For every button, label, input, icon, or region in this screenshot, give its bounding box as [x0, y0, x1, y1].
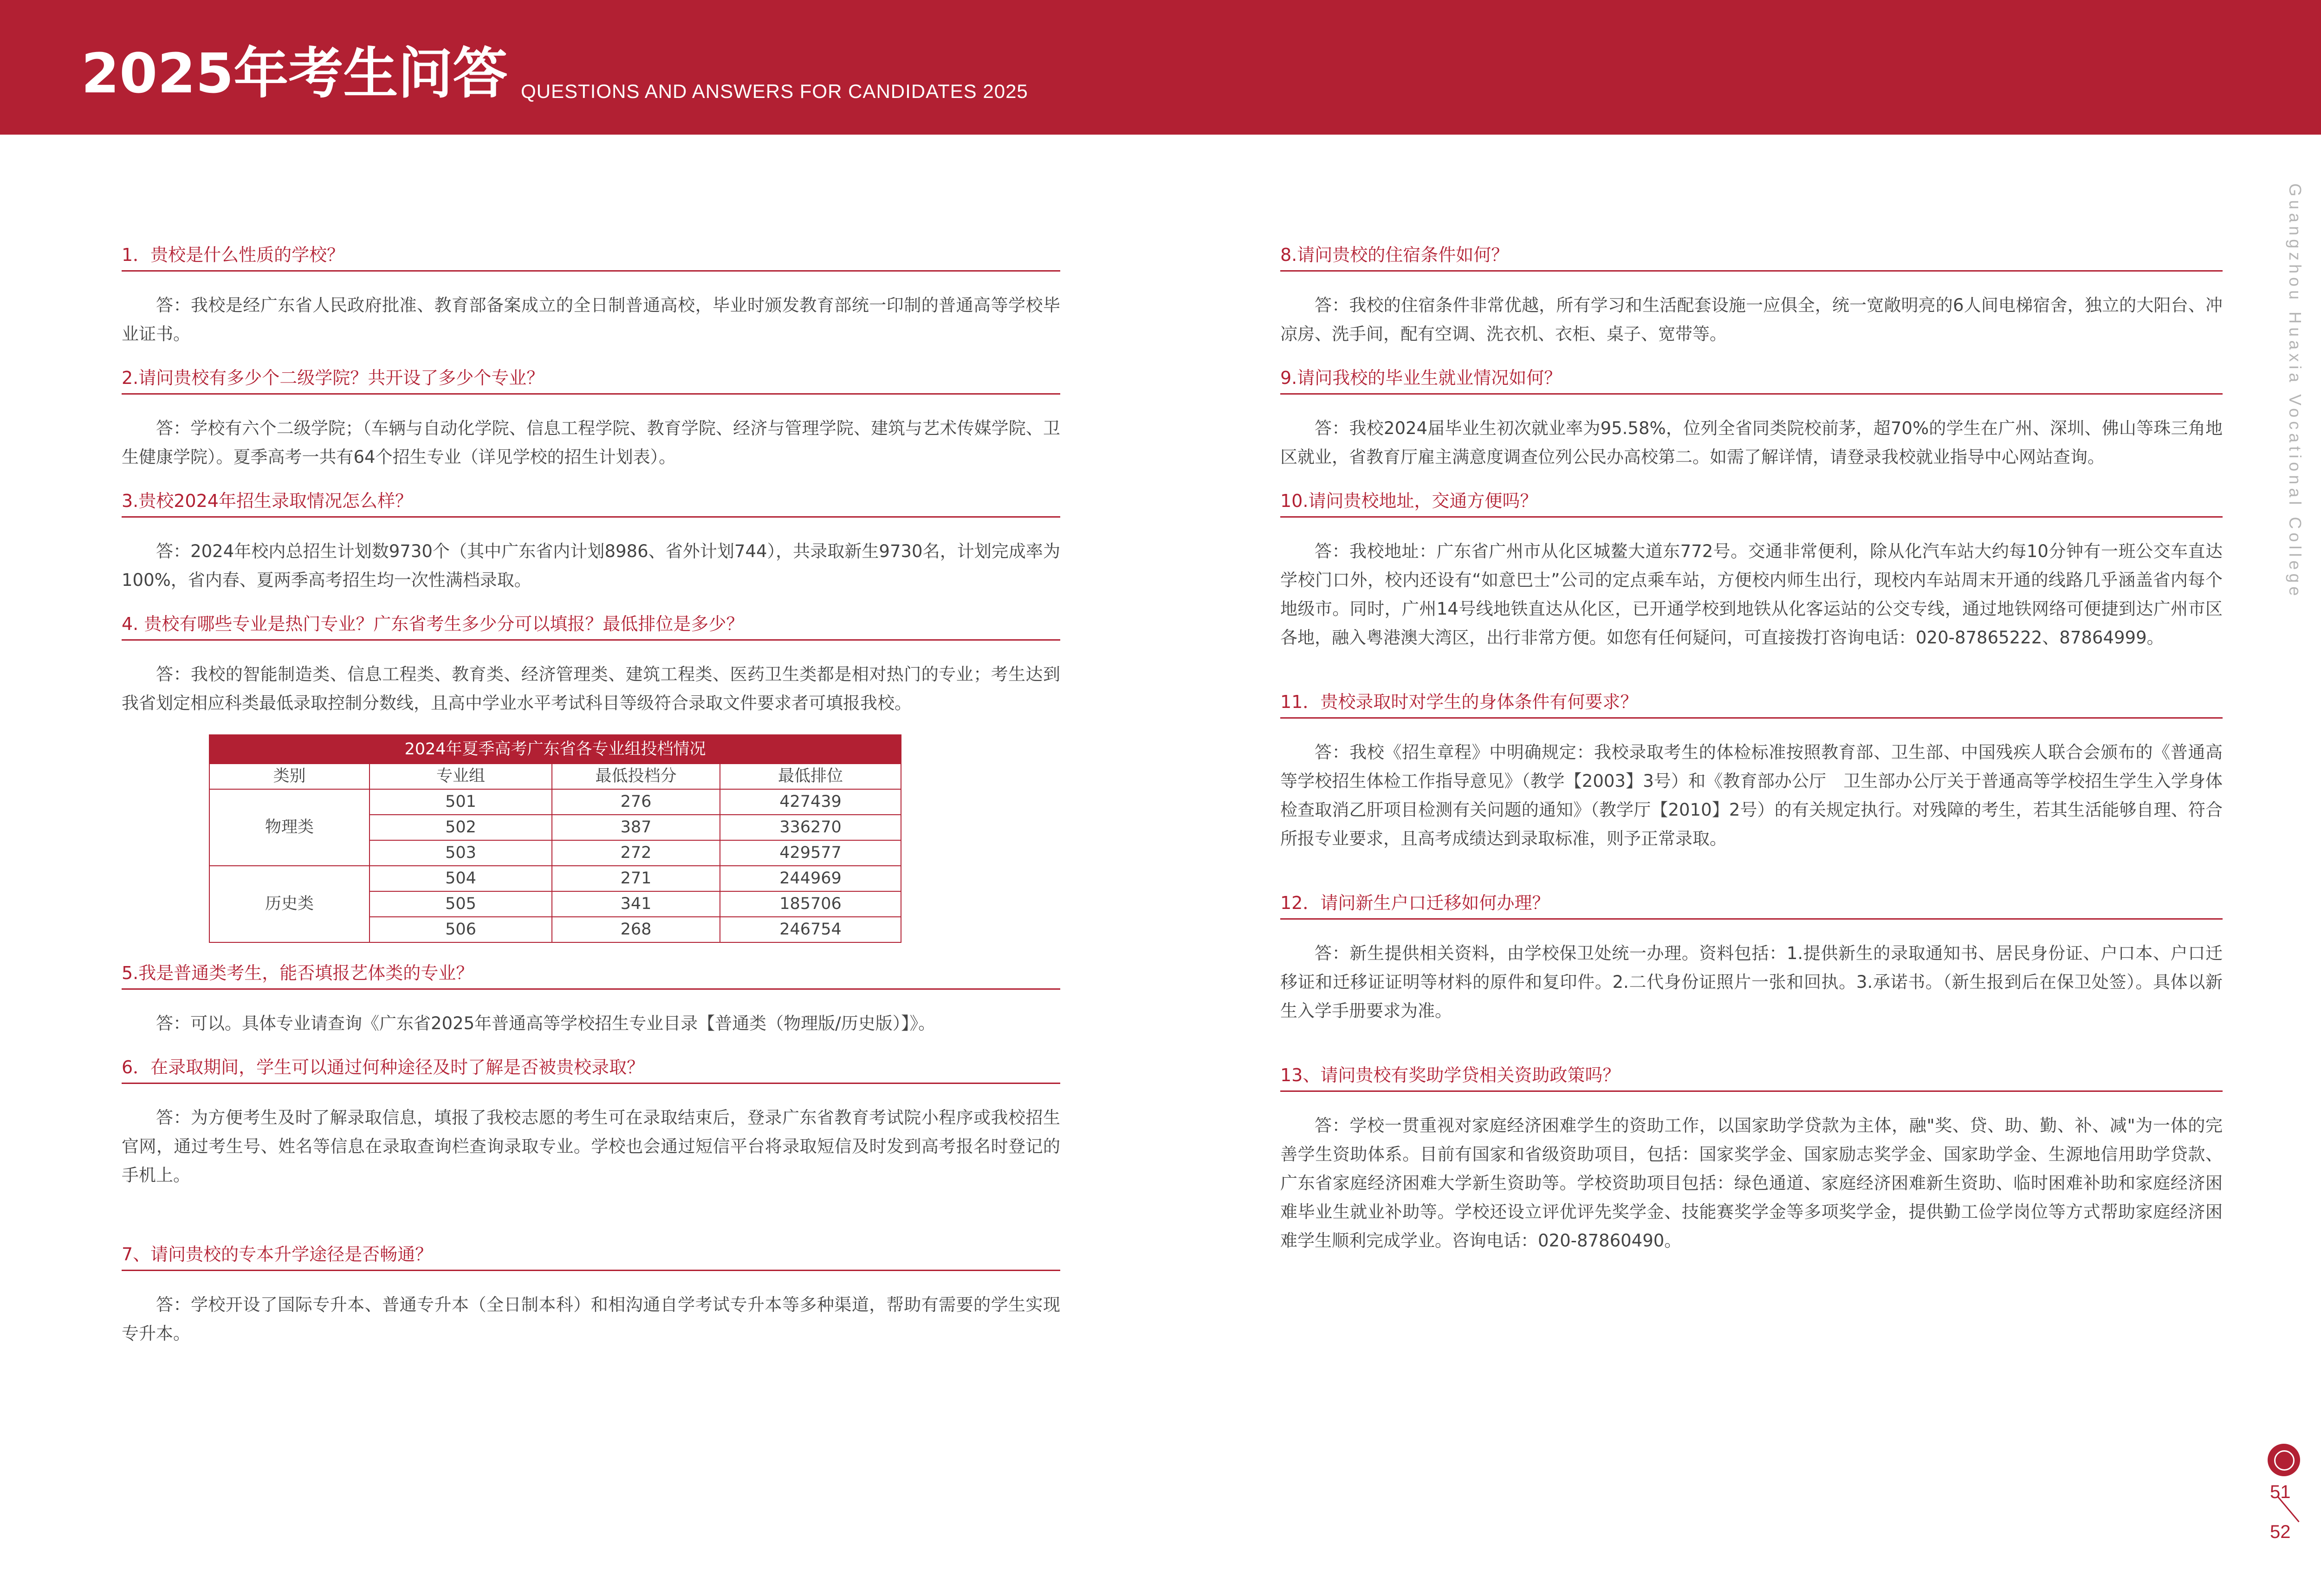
- table-cell: 336270: [720, 815, 901, 840]
- table-cell: 504: [370, 866, 552, 891]
- table-cell: 387: [552, 815, 720, 840]
- qa-item-10: [1280, 487, 2223, 652]
- question: 10.请问贵校地址，交通方便吗？: [1280, 487, 2223, 518]
- answer: 答：我校是经广东省人民政府批准、教育部备案成立的全日制普通高校，毕业时颁发教育部统一印制的普通高等学校毕业证书。: [122, 295, 1060, 344]
- left-column: [122, 241, 1060, 1348]
- table-header: 专业组: [370, 764, 552, 789]
- qa-item-8: [1280, 241, 2223, 349]
- answer: 答：2024年校内总招生计划数9730个（其中广东省内计划8986、省外计划744），共录取新生9730名，计划完成率为100%，省内春、夏两季高考招生均一次性满档录取。: [122, 541, 1060, 590]
- page-title: 2025年考生问答: [81, 41, 508, 105]
- answer: 答：新生提供相关资料，由学校保卫处统一办理。资料包括：1.提供新生的录取通知书、居民身份证、户口本、户口迁移证和迁移证证明等材料的原件和复印件。2.二代身份证照片一张和回执。3.承诺书。（新生报到后在保卫处签）。具体以新生入学手册要求为准。: [1280, 943, 2223, 1021]
- table-cell: 244969: [720, 866, 901, 891]
- qa-item-1: [122, 241, 1060, 349]
- qa-item-6: [122, 1054, 1060, 1190]
- table-row: [209, 866, 901, 891]
- table-cell: 502: [370, 815, 552, 840]
- right-column: [1280, 241, 2223, 1255]
- table-cell: 271: [552, 866, 720, 891]
- qa-item-2: [122, 364, 1060, 472]
- question: 11．贵校录取时对学生的身体条件有何要求？: [1280, 688, 2223, 719]
- answer: 答：我校《招生章程》中明确规定：我校录取考生的体检标准按照教育部、卫生部、中国残疾人联合会颁布的《普通高等学校招生体检工作指导意见》（教学【2003】3号）和《教育部办公厅 卫生部办公厅关于普通高等学校招生学生入学身体检查取消乙肝项目检测有关问题的通知》（教学厅【2010】2号）的有关规定执行。对残障的考生，若其生活能够自理、符合所报专业要求，且高考成绩达到录取标准，则予正常录取。: [1280, 742, 2223, 849]
- category-cell: 历史类: [209, 866, 370, 942]
- table-cell: 268: [552, 917, 720, 942]
- table-cell: 185706: [720, 891, 901, 917]
- page-header: [0, 0, 2321, 135]
- question: 6．在录取期间，学生可以通过何种途径及时了解是否被贵校录取？: [122, 1054, 1060, 1084]
- qa-item-3: [122, 487, 1060, 595]
- page-number-left: 51: [2270, 1482, 2291, 1502]
- table-caption: 2024年夏季高考广东省各专业组投档情况: [209, 735, 901, 764]
- qa-item-4: [122, 610, 1060, 718]
- answer: 答：为方便考生及时了解录取信息，填报了我校志愿的考生可在录取结束后，登录广东省教育考试院小程序或我校招生官网，通过考生号、姓名等信息在录取查询栏查询录取专业。学校也会通过短信平台将录取短信及时发到高考报名时登记的手机上。: [122, 1108, 1060, 1185]
- qa-item-7: [122, 1241, 1060, 1348]
- question: 3.贵校2024年招生录取情况怎么样？: [122, 487, 1060, 518]
- question: 4. 贵校有哪些专业是热门专业？广东省考生多少分可以填报？最低排位是多少？: [122, 610, 1060, 641]
- qa-item-12: [1280, 889, 2223, 1025]
- table-header: 最低排位: [720, 764, 901, 789]
- table-cell: 272: [552, 840, 720, 866]
- category-cell: 物理类: [209, 789, 370, 866]
- answer: 答：学校有六个二级学院；（车辆与自动化学院、信息工程学院、教育学院、经济与管理学院、建筑与艺术传媒学院、卫生健康学院）。夏季高考一共有64个招生专业（详见学校的招生计划表）。: [122, 418, 1060, 467]
- admission-table: [209, 734, 901, 943]
- qa-item-13: [1280, 1062, 2223, 1255]
- table-cell: 276: [552, 789, 720, 815]
- qa-item-9: [1280, 364, 2223, 472]
- table-header: 类别: [209, 764, 370, 789]
- college-emblem-icon: [2268, 1444, 2300, 1476]
- question: 2.请问贵校有多少个二级学院？共开设了多少个专业？: [122, 364, 1060, 395]
- question: 9.请问我校的毕业生就业情况如何？: [1280, 364, 2223, 395]
- answer: 答：我校的智能制造类、信息工程类、教育类、经济管理类、建筑工程类、医药卫生类都是相对热门的专业；考生达到我省划定相应科类最低录取控制分数线，且高中学业水平考试科目等级符合录取文件要求者可填报我校。: [122, 664, 1060, 713]
- question: 8.请问贵校的住宿条件如何？: [1280, 241, 2223, 272]
- table-cell: 506: [370, 917, 552, 942]
- page-subtitle: QUESTIONS AND ANSWERS FOR CANDIDATES 2025: [521, 80, 1028, 102]
- table-header: 最低投档分: [552, 764, 720, 789]
- qa-item-11: [1280, 688, 2223, 853]
- answer: 答：可以。具体专业请查询《广东省2025年普通高等学校招生专业目录【普通类（物理版/历史版）】》。: [156, 1013, 936, 1033]
- table-cell: 503: [370, 840, 552, 866]
- page-number-right: 52: [2270, 1522, 2291, 1542]
- question: 12．请问新生户口迁移如何办理？: [1280, 889, 2223, 920]
- question: 13、请问贵校有奖助学贷相关资助政策吗？: [1280, 1062, 2223, 1092]
- question: 5.我是普通类考生，能否填报艺体类的专业？: [122, 960, 1060, 990]
- question: 1．贵校是什么性质的学校？: [122, 241, 1060, 272]
- table-cell: 501: [370, 789, 552, 815]
- table-cell: 429577: [720, 840, 901, 866]
- college-name-vertical: Guangzhou Huaxia Vocational College: [2286, 183, 2305, 600]
- answer: 答：我校地址：广东省广州市从化区城鳌大道东772号。交通非常便利，除从化汽车站大约每10分钟有一班公交车直达学校门口外，校内还设有“如意巴士”公司的定点乘车站，方便校内师生出行，现校内车站周末开通的线路几乎涵盖省内每个地级市。同时，广州14号线地铁直达从化区，已开通学校到地铁从化客运站的公交专线，通过地铁网络可便捷到达广州市区各地，融入粤港澳大湾区，出行非常方便。如您有任何疑问，可直接拨打咨询电话：020-87865222、87864999。: [1280, 541, 2223, 648]
- admission-table-wrap: [209, 734, 901, 943]
- table-cell: 246754: [720, 917, 901, 942]
- answer: 答：学校一贯重视对家庭经济困难学生的资助工作，以国家助学贷款为主体，融"奖、贷、助、勤、补、减"为一体的完善学生资助体系。目前有国家和省级资助项目，包括：国家奖学金、国家励志奖学金、国家助学金、生源地信用助学贷款、广东省家庭经济困难大学新生资助等。学校资助项目包括：绿色通道、家庭经济困难新生资助、临时困难补助和家庭经济困难毕业生就业补助等。学校还设立评优评先奖学金、技能赛奖学金等多项奖学金，提供勤工俭学岗位等方式帮助家庭经济困难学生顺利完成学业。咨询电话：020-87860490。: [1280, 1116, 2223, 1251]
- answer: 答：我校2024届毕业生初次就业率为95.58%，位列全省同类院校前茅，超70%的学生在广州、深圳、佛山等珠三角地区就业，省教育厅雇主满意度调查位列公民办高校第二。如需了解详情，请登录我校就业指导中心网站查询。: [1280, 418, 2223, 467]
- table-cell: 427439: [720, 789, 901, 815]
- table-cell: 341: [552, 891, 720, 917]
- answer: 答：学校开设了国际专升本、普通专升本（全日制本科）和相沟通自学考试专升本等多种渠道，帮助有需要的学生实现专升本。: [122, 1295, 1060, 1343]
- answer: 答：我校的住宿条件非常优越，所有学习和生活配套设施一应俱全，统一宽敞明亮的6人间电梯宿舍，独立的大阳台、冲凉房、洗手间，配有空调、洗衣机、衣柜、桌子、宽带等。: [1280, 295, 2223, 344]
- table-row: [209, 789, 901, 815]
- qa-item-5: [122, 960, 1060, 1038]
- question: 7、请问贵校的专本升学途径是否畅通？: [122, 1241, 1060, 1271]
- table-cell: 505: [370, 891, 552, 917]
